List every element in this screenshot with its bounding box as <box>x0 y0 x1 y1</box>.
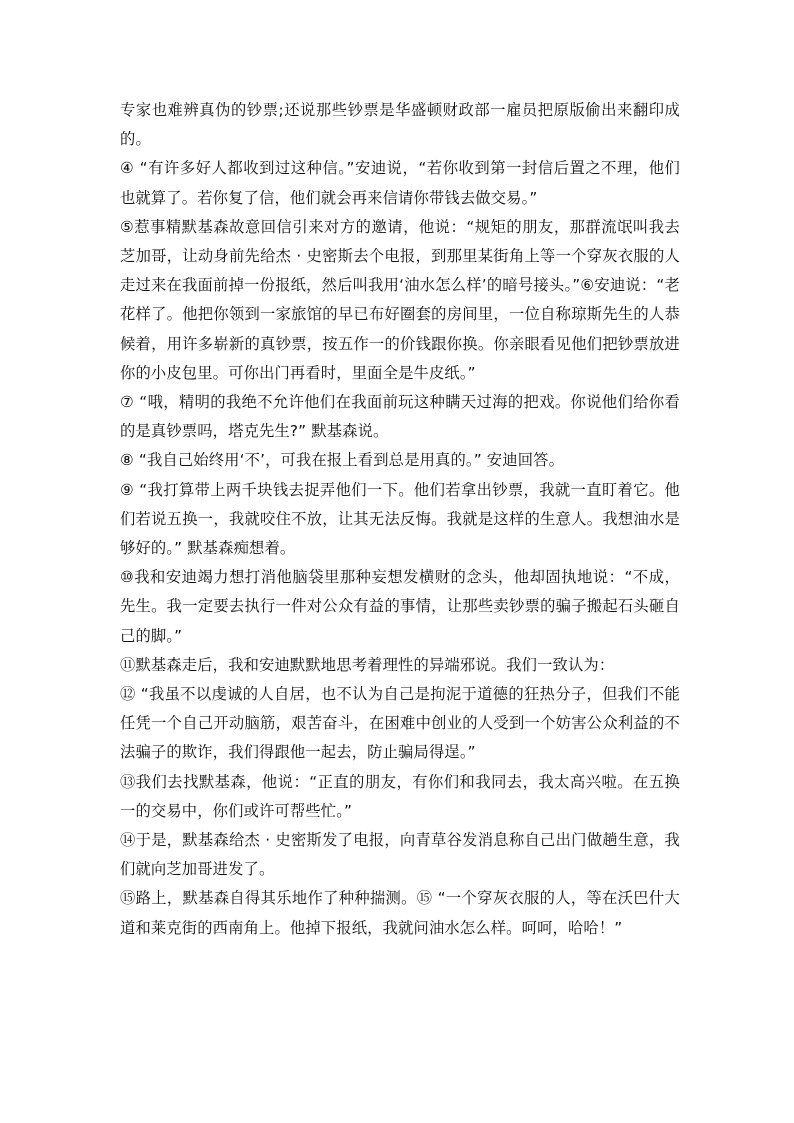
paragraph-9: ⑨ “我打算带上两千块钱去捉弄他们一下。他们若拿出钞票，我就一直盯着它。他们若说五换一，我就咬住不放，让其无法反悔。我就是这样的生意人。我想油水是够好的。” 默基森痴想着。 <box>120 480 680 558</box>
paragraph-continuation: 专家也难辨真伪的钞票;还说那些钞票是华盛顿财政部一雇员把原版偷出来翻印成的。 <box>120 101 680 149</box>
paragraph-13: ⑬我们去找默基森，他说：“正直的朋友，有你们和我同去，我太高兴啦。在五换一的交易中，你们或许可帮些忙。” <box>120 772 680 820</box>
paragraph-11: ⑪默基森走后，我和安迪默默地思考着理性的异端邪说。我们一致认为： <box>120 655 615 674</box>
paragraph-7: ⑦ “哦，精明的我绝不允许他们在我面前玩这种瞒天过海的把戏。你说他们给你看的是真钞票吗，塔克先生?” 默基森说。 <box>120 393 680 441</box>
paragraph-12: ⑫ “我虽不以虔诚的人自居，也不认为自己是拘泥于道德的狂热分子，但我们不能任凭一个自己开动脑筋，艰苦奋斗，在困难中创业的人受到一个妨害公众利益的不法骗子的欺诈，我们得跟他一起去，防止骗局得逞。” <box>120 685 680 762</box>
paragraph-5-6: ⑤惹事精默基森故意回信引来对方的邀请，他说：“规矩的朋友，那群流氓叫我去芝加哥，让动身前先给杰 · 史密斯去个电报，到那里某街角上等一个穿灰衣服的人走过来在我面前掉一份报纸，然后叫我用‘油水怎么样’的暗号接头。”⑥安迪说：“老花样了。他把你领到一家旅馆的早已布好圈套的房间里，一位自称琼斯先生的人恭候着，用许多崭新的真钞票，按五作一的价钱跟你换。你亲眼看见他们把钞票放进你的小皮包里。可你出门再看时，里面全是牛皮纸。” <box>120 217 680 382</box>
paragraph-10: ⑩我和安迪竭力想打消他脑袋里那种妄想发横财的念头，他却固执地说：“不成，先生。我一定要去执行一件对公众有益的事情，让那些卖钞票的骗子搬起石头砸自己的脚。” <box>120 568 680 645</box>
document-body <box>120 96 680 943</box>
paragraph-15: ⑮路上，默基森自得其乐地作了种种揣测。⑮ “一个穿灰衣服的人，等在沃巴什大道和莱克街的西南角上。他掉下报纸，我就问油水怎么样。呵呵，哈哈！” <box>120 889 680 937</box>
paragraph-14: ⑭于是，默基森给杰 · 史密斯发了电报，向青草谷发消息称自己出门做趟生意，我们就向芝加哥进发了。 <box>120 831 680 879</box>
paragraph-4: ④ “有许多好人都收到过这种信。”安迪说，“若你收到第一封信后置之不理，他们也就算了。若你复了信，他们就会再来信请你带钱去做交易。” <box>120 159 680 207</box>
paragraph-8: ⑧ “我自己始终用‘不’，可我在报上看到总是用真的。” 安迪回答。 <box>120 451 565 470</box>
